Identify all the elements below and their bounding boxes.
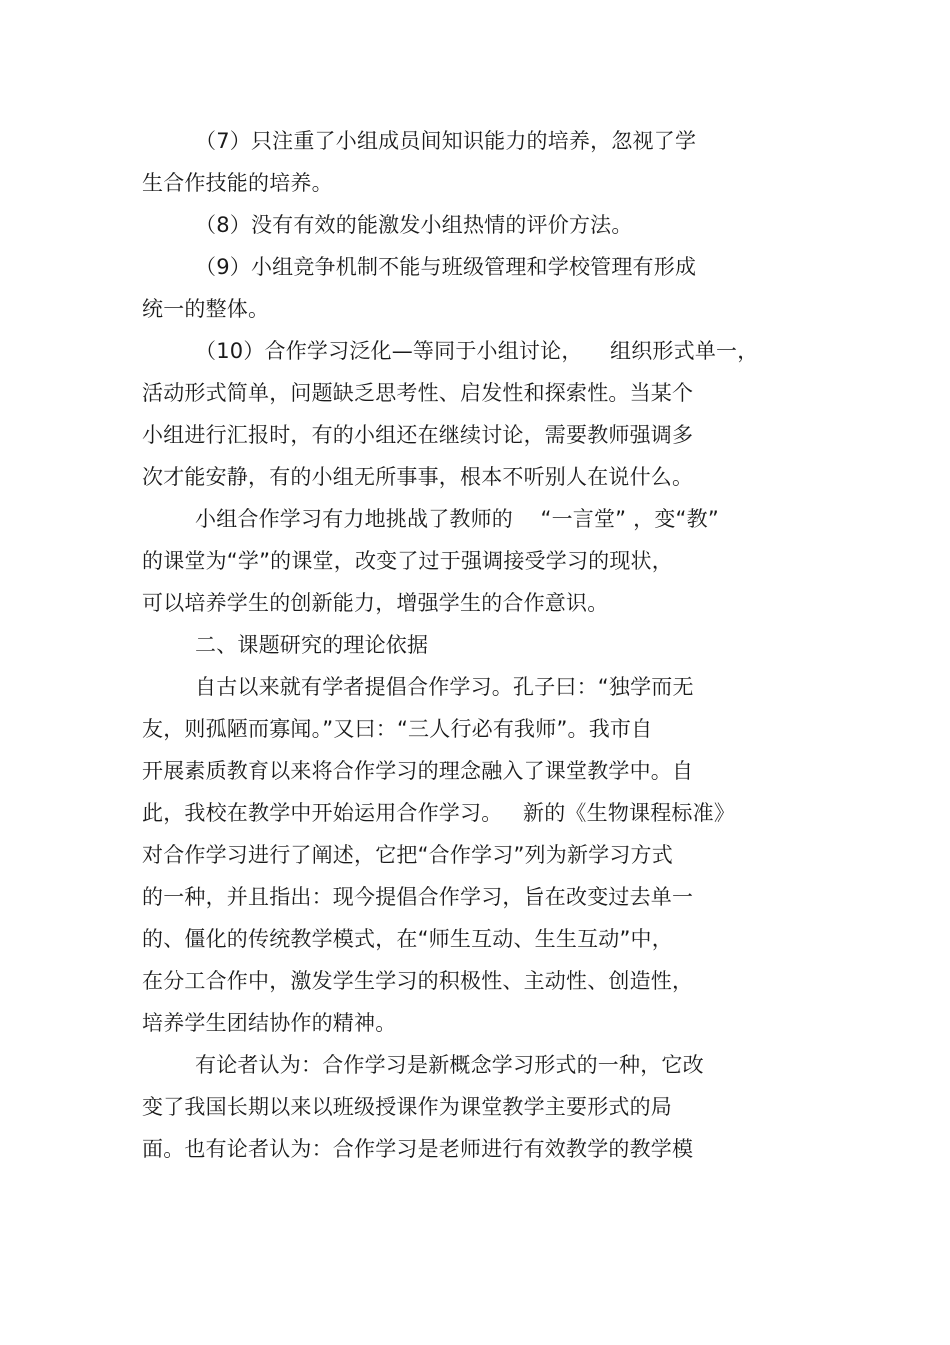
text-line: 小组合作学习有力地挑战了教师的 “一言堂” ，变“教” [195,507,719,531]
text-line: 的、僵化的传统教学模式，在“师生互动、生生互动”中， [142,927,673,951]
section-heading: 二、课题研究的理论依据 [195,633,429,657]
text-line: 培养学生团结协作的精神。 [142,1011,397,1035]
text-line: 此，我校在教学中开始运用合作学习。 新的《生物课程标准》 [142,801,736,825]
text-line: 自古以来就有学者提倡合作学习。孔子曰：“独学而无 [195,675,694,699]
text-line: 开展素质教育以来将合作学习的理念融入了课堂教学中。自 [142,759,694,783]
text-line: 小组进行汇报时，有的小组还在继续讨论，需要教师强调多 [142,423,694,447]
text-line: 可以培养学生的创新能力，增强学生的合作意识。 [142,591,609,615]
text-line: 统一的整体。 [142,297,270,321]
text-line: 的一种，并且指出：现今提倡合作学习，旨在改变过去单一 [142,885,694,909]
text-line: 活动形式简单，问题缺乏思考性、启发性和探索性。当某个 [142,381,694,405]
text-line: 次才能安静，有的小组无所事事，根本不听别人在说什么。 [142,465,694,489]
text-line: （7）只注重了小组成员间知识能力的培养，忽视了学 [195,129,697,153]
text-line: 对合作学习进行了阐述，它把“合作学习”列为新学习方式 [142,843,673,867]
text-line: 在分工合作中，激发学生学习的积极性、主动性、创造性， [142,969,694,993]
text-line: 有论者认为：合作学习是新概念学习形式的一种，它改 [195,1053,704,1077]
text-line: 的课堂为“学”的课堂，改变了过于强调接受学习的现状， [142,549,673,573]
text-line: 友，则孤陋而寡闻。”又曰：“三人行必有我师”。我市自 [142,717,653,741]
text-line: （8）没有有效的能激发小组热情的评价方法。 [195,213,633,237]
text-line: （9）小组竞争机制不能与班级管理和学校管理有形成 [195,255,697,279]
text-line: 生合作技能的培养。 [142,171,333,195]
text-line: 面。也有论者认为：合作学习是老师进行有效教学的教学模 [142,1137,694,1161]
text-line: （10）合作学习泛化—等同于小组讨论， 组织形式单一， [195,339,759,363]
text-line: 变了我国长期以来以班级授课作为课堂教学主要形式的局 [142,1095,672,1119]
